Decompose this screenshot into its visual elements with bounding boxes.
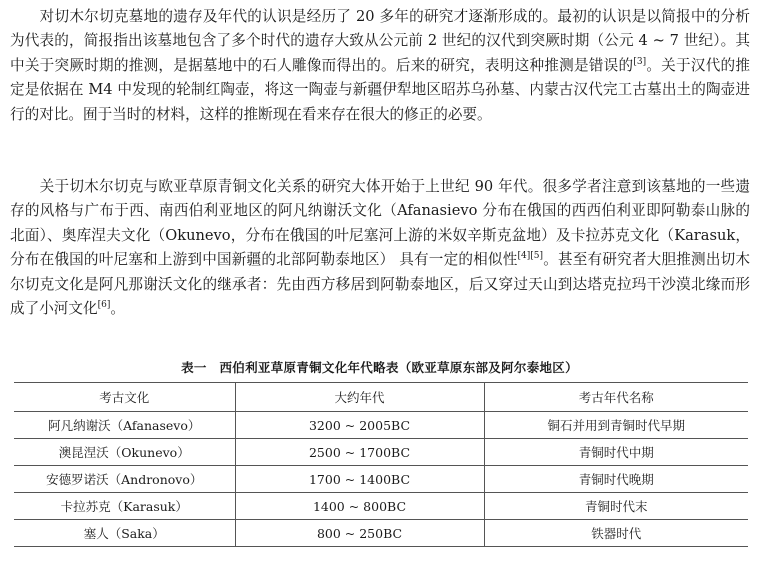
citation-6: [6] bbox=[97, 300, 111, 311]
cell-culture: 澳昆涅沃（Okunevo） bbox=[14, 439, 235, 466]
cell-culture: 塞人（Saka） bbox=[14, 520, 235, 547]
cell-date: 1400 ~ 800BC bbox=[235, 493, 484, 520]
cell-date: 3200 ~ 2005BC bbox=[235, 412, 484, 439]
cell-period: 青铜时代中期 bbox=[484, 439, 748, 466]
table-row bbox=[14, 466, 748, 493]
cell-culture: 阿凡纳谢沃（Afanasevo） bbox=[14, 412, 235, 439]
cell-period: 铜石并用到青铜时代早期 bbox=[484, 412, 748, 439]
cell-culture: 卡拉苏克（Karasuk） bbox=[14, 493, 235, 520]
citation-4-5: [4][5] bbox=[517, 251, 543, 262]
citation-3: [3] bbox=[633, 56, 647, 67]
header-period: 考古年代名称 bbox=[484, 383, 748, 412]
header-date: 大约年代 bbox=[235, 383, 484, 412]
cell-period: 青铜时代末 bbox=[484, 493, 748, 520]
paragraph-2-text-c: 。 bbox=[110, 300, 125, 318]
paragraph-1-text-a: 对切木尔切克墓地的遗存及年代的认识是经历了 20 多年的研究才逐渐形成的。最初的认识是以简报中的分析为代表的，简报指出该墓地包含了多个时代的遗存大致从公元前 2 世纪的汉代到突厥时期（公元 4 ~ 7 世纪）。其中关于突厥时期的推测，是据墓地中的石人雕像而得出的。后来的研究，表明这种推测是错误的 bbox=[10, 8, 750, 74]
paragraph-2-text-a: 关于切木尔切克与欧亚草原青铜文化关系的研究大体开始于上世纪 90 年代。很多学者注意到该墓地的一些遗存的风格与广布于西、南西伯利亚地区的阿凡纳谢沃文化（Afanasievo 分布在俄国的西西伯利亚即阿勒泰山脉的北面）、奥库涅夫文化（Okunevo，分布在俄国的叶尼塞河上游的米奴辛斯克盆地）及卡拉苏克文化（Karasuk，分布在俄国的叶尼塞和上游到中国新疆的北部阿勒泰地区） 具有一定的相似性 bbox=[10, 178, 750, 269]
cell-period: 铁器时代 bbox=[484, 520, 748, 547]
table-header-row bbox=[14, 383, 748, 412]
chronology-table bbox=[14, 382, 748, 547]
cell-date: 800 ~ 250BC bbox=[235, 520, 484, 547]
paragraph-2 bbox=[10, 175, 750, 321]
table-row bbox=[14, 520, 748, 547]
paragraph-1 bbox=[10, 5, 750, 127]
paragraph-2-text-b: 。甚至有研究者大胆推测出切木尔切克文化是阿凡那谢沃文化的继承者：先由西方移居到阿勒泰地区，后又穿过天山到达塔克拉玛干沙漠北缘而形成了小河文化 bbox=[10, 251, 750, 318]
cell-culture: 安德罗诺沃（Andronovo） bbox=[14, 466, 235, 493]
paragraph-1-text-b: 。关于汉代的推定是依据在 M4 中发现的轮制红陶壶，将这一陶壶与新疆伊犁地区昭苏乌孙墓、内蒙古汉代完工古墓出土的陶壶进行的对比。囿于当时的材料，这样的推断现在看来存在很大的修正的必要。 bbox=[10, 56, 750, 123]
table-row bbox=[14, 493, 748, 520]
cell-date: 1700 ~ 1400BC bbox=[235, 466, 484, 493]
table-row bbox=[14, 412, 748, 439]
header-culture: 考古文化 bbox=[14, 383, 235, 412]
table-caption: 表一 西伯利亚草原青铜文化年代略表（欧亚草原东部及阿尔泰地区） bbox=[181, 360, 578, 375]
table-row bbox=[14, 439, 748, 466]
cell-date: 2500 ~ 1700BC bbox=[235, 439, 484, 466]
cell-period: 青铜时代晚期 bbox=[484, 466, 748, 493]
